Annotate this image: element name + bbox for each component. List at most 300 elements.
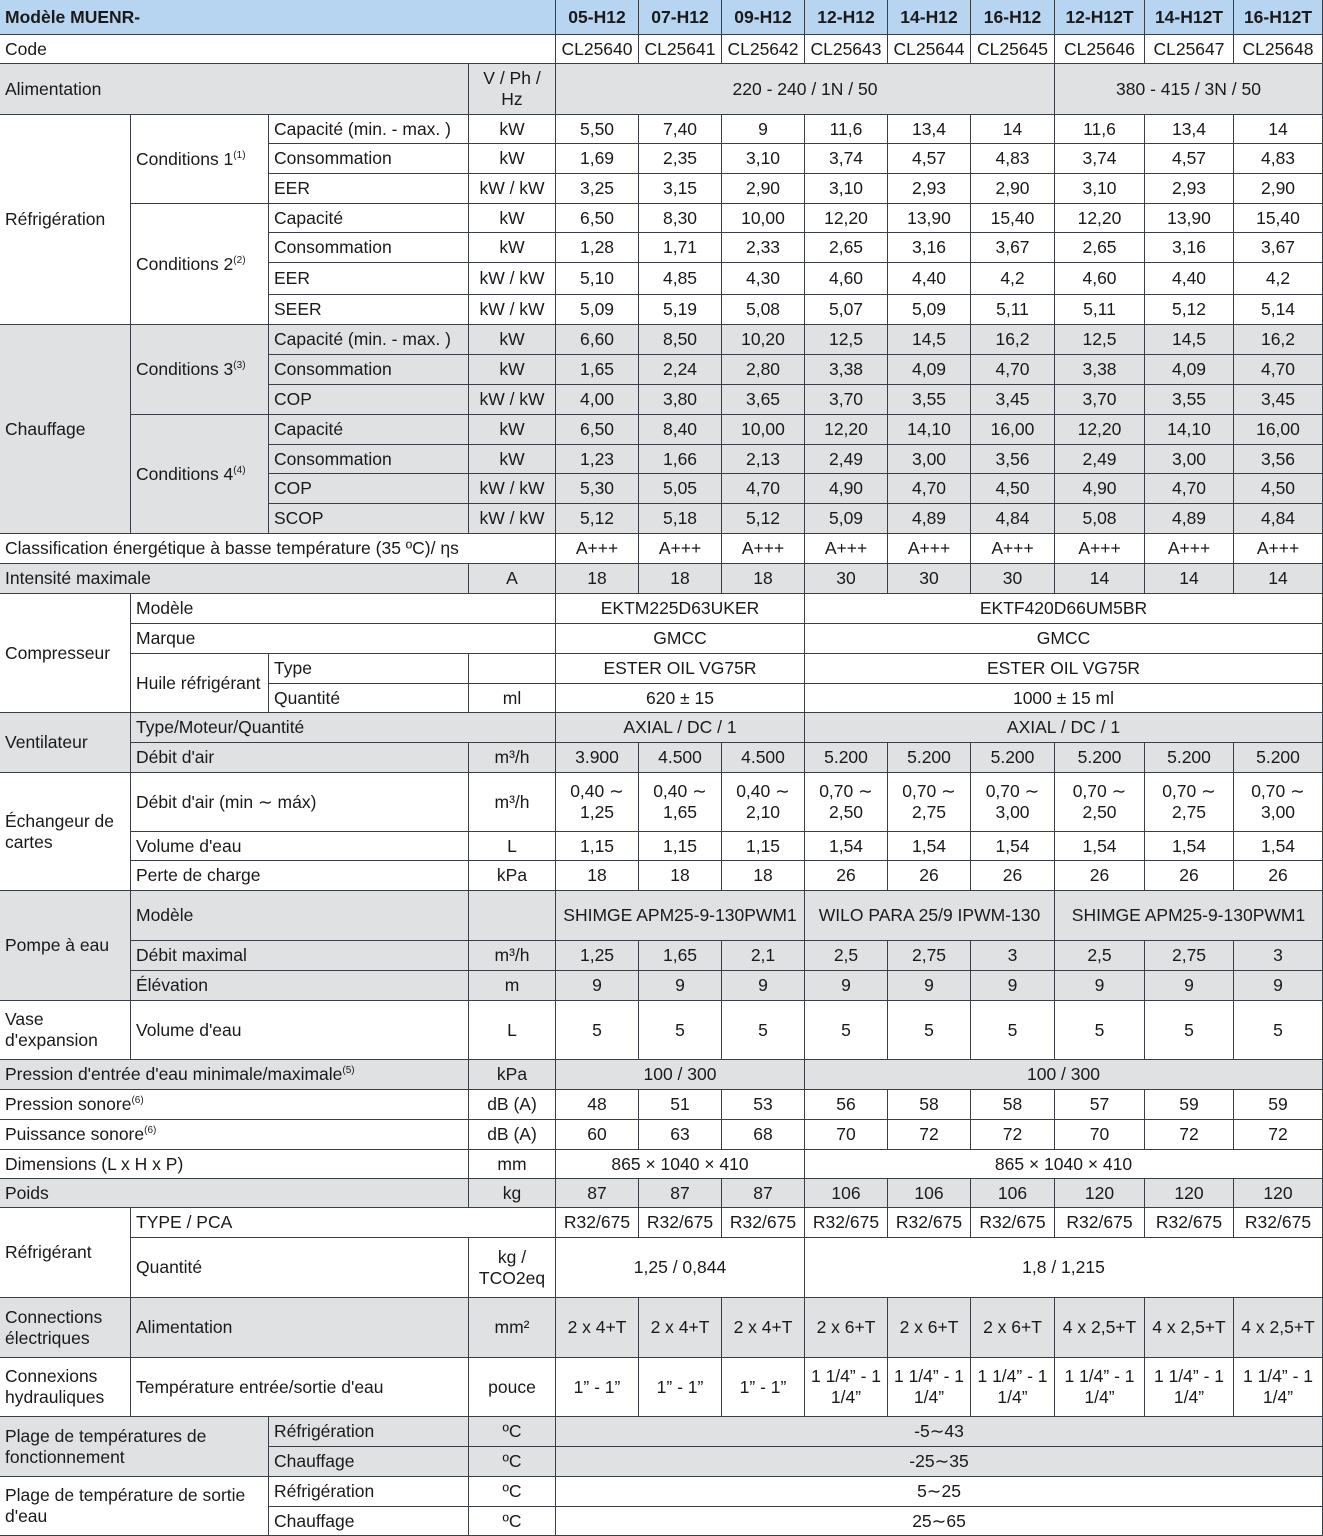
param-label-text: Volume d'eau	[136, 835, 242, 856]
value-cell-text: A+++	[1078, 538, 1121, 559]
value-cell	[556, 684, 805, 713]
value-cell	[971, 1001, 1055, 1060]
value-cell	[971, 115, 1055, 144]
group-label-text: Connexions hydrauliques	[5, 1366, 105, 1407]
value-cell	[1055, 115, 1145, 144]
value-cell	[1234, 355, 1323, 385]
model-column-header	[805, 0, 888, 35]
value-cell	[556, 1150, 805, 1179]
value-cell	[1055, 534, 1145, 564]
value-cell-text: 13,90	[1167, 207, 1211, 228]
unit-cell-text: mm²	[494, 1317, 530, 1338]
value-cell-text: 120	[1084, 1182, 1115, 1203]
param-label	[269, 174, 469, 204]
group-label	[0, 891, 131, 1001]
value-cell-text: 2,24	[662, 359, 698, 380]
value-cell	[722, 115, 805, 144]
value-cell-text: 5,07	[828, 299, 864, 320]
footnote-marker: (1)	[233, 149, 246, 161]
value-cell-text: 5,09	[828, 508, 864, 529]
value-cell	[1055, 263, 1145, 295]
value-cell	[805, 1001, 888, 1060]
value-cell	[1145, 861, 1234, 891]
model-column-header-text: 12-H12	[817, 6, 875, 27]
param-label	[269, 474, 469, 504]
value-cell	[556, 891, 805, 941]
value-cell-text: 380 - 415 / 3N / 50	[1116, 78, 1261, 99]
unit-cell	[469, 325, 556, 355]
value-cell-text: 3.900	[575, 747, 619, 768]
value-cell-text: 58	[1002, 1094, 1023, 1115]
value-cell	[556, 1417, 1323, 1447]
value-cell-text: 1 1/4” - 1 1/4”	[1242, 1366, 1314, 1407]
value-cell-text: 5	[924, 1019, 934, 1040]
value-cell-text: 0,40 ∼ 1,25	[570, 781, 624, 822]
value-cell-text: 1,25 / 0,844	[633, 1257, 727, 1278]
value-cell	[1145, 295, 1234, 325]
value-cell-text: 5,12	[745, 508, 781, 529]
param-label-text: Réfrigération	[274, 1481, 375, 1502]
value-cell	[556, 504, 639, 534]
value-cell	[556, 295, 639, 325]
param-label	[269, 144, 469, 174]
value-cell	[722, 773, 805, 832]
param-label-text: Consommation	[274, 237, 392, 258]
value-cell-text: 4,57	[1171, 148, 1207, 169]
value-cell	[805, 743, 888, 773]
value-cell	[888, 474, 971, 504]
value-cell	[1145, 415, 1234, 445]
param-label	[269, 1507, 469, 1536]
param-label-text: Débit d'air (min ∼ máx)	[136, 791, 317, 812]
unit-cell-text: mm	[497, 1153, 527, 1174]
value-cell-text: 72	[1268, 1124, 1288, 1145]
group-label-text: Réfrigérant	[5, 1242, 92, 1263]
footnote-marker: (6)	[144, 1125, 157, 1137]
value-cell-text: 5	[1184, 1019, 1194, 1040]
unit-cell	[469, 204, 556, 233]
value-cell-text: 2 x 4+T	[567, 1317, 627, 1338]
value-cell	[556, 1447, 1323, 1477]
code-cell-text: CL25644	[893, 38, 965, 59]
code-cell-text: CL25648	[1242, 38, 1314, 59]
value-cell-text: 3,74	[1082, 148, 1117, 169]
param-label-text: EER	[274, 178, 310, 199]
unit-cell-text: dB (A)	[487, 1094, 537, 1115]
unit-cell	[469, 684, 556, 713]
value-cell-text: 3,67	[995, 237, 1030, 258]
value-cell	[556, 654, 805, 684]
value-cell	[1234, 325, 1323, 355]
value-cell-text: R32/675	[646, 1212, 714, 1233]
value-cell	[971, 144, 1055, 174]
value-cell-text: 3,55	[1171, 389, 1207, 410]
unit-cell-text: kW	[499, 118, 525, 139]
value-cell	[888, 861, 971, 891]
unit-cell	[469, 445, 556, 474]
value-cell-text: 1,54	[995, 835, 1030, 856]
unit-cell	[469, 773, 556, 832]
value-cell-text: 3,65	[745, 389, 781, 410]
value-cell-text: 14,10	[1167, 419, 1211, 440]
value-cell-text: 26	[919, 865, 939, 886]
value-cell	[722, 941, 805, 971]
value-cell-text: 5,08	[745, 299, 781, 320]
param-label-text: Capacité	[274, 419, 344, 440]
value-cell-text: 18	[753, 568, 773, 589]
value-cell-text: 8,50	[662, 329, 698, 350]
value-cell-text: 3,70	[1082, 389, 1117, 410]
value-cell	[556, 1298, 639, 1358]
value-cell	[722, 415, 805, 445]
value-cell-text: 72	[1002, 1124, 1023, 1145]
value-cell-text: 4,09	[1171, 359, 1207, 380]
value-cell-text: 12,20	[1077, 419, 1122, 440]
value-cell-text: 6,50	[579, 207, 615, 228]
value-cell	[722, 1358, 805, 1417]
value-cell-text: 30	[919, 568, 939, 589]
value-cell	[1055, 861, 1145, 891]
value-cell-text: 4,85	[662, 268, 698, 289]
value-cell	[722, 474, 805, 504]
value-cell	[1145, 743, 1234, 773]
value-cell	[971, 861, 1055, 891]
value-cell	[805, 534, 888, 564]
value-cell	[805, 594, 1323, 624]
group-label-text: Réfrigération	[5, 209, 106, 230]
value-cell	[1055, 1208, 1145, 1238]
value-cell-text: 9	[1273, 975, 1283, 996]
group-label-text: Échangeur de cartes	[5, 810, 114, 852]
value-cell-text: 3,15	[662, 178, 698, 199]
model-column-header	[1234, 0, 1323, 35]
param-label-text: Modèle	[136, 598, 194, 619]
value-cell	[1234, 832, 1323, 861]
code-cell-text: CL25645	[976, 38, 1049, 59]
value-cell-text: 5	[675, 1019, 685, 1040]
group-label	[0, 115, 131, 325]
value-cell-text: -5∼43	[914, 1421, 964, 1442]
value-cell-text: 3,00	[911, 448, 947, 469]
param-label-text: Volume d'eau	[136, 1019, 242, 1040]
value-cell	[1055, 891, 1323, 941]
value-cell-text: 1 1/4” - 1 1/4”	[977, 1366, 1048, 1407]
value-cell	[722, 233, 805, 263]
value-cell-text: 3,45	[1260, 389, 1296, 410]
row-label	[0, 564, 469, 594]
value-cell-text: 4,90	[828, 478, 864, 499]
code-cell-text: CL25642	[727, 38, 799, 59]
value-cell	[805, 1150, 1323, 1179]
unit-cell-text: kW / kW	[479, 299, 545, 320]
value-cell	[722, 1298, 805, 1358]
value-cell	[1234, 971, 1323, 1001]
value-cell-text: 14	[1268, 568, 1288, 589]
param-label	[269, 263, 469, 295]
param-label	[269, 654, 469, 684]
param-label	[131, 941, 469, 971]
value-cell	[971, 325, 1055, 355]
value-cell-text: 1,15	[579, 835, 615, 856]
value-cell	[722, 1208, 805, 1238]
value-cell	[805, 144, 888, 174]
group-label-text: Compresseur	[5, 642, 111, 663]
value-cell	[971, 355, 1055, 385]
value-cell-text: 16,2	[995, 329, 1030, 350]
value-cell-text: 3,56	[1260, 448, 1296, 469]
value-cell	[805, 504, 888, 534]
value-cell-text: 14	[1268, 118, 1288, 139]
value-cell-text: 9	[592, 975, 602, 996]
value-cell-text: 1,15	[662, 835, 698, 856]
value-cell-text: 14	[1179, 568, 1199, 589]
code-cell	[971, 35, 1055, 64]
value-cell	[888, 534, 971, 564]
value-cell-text: 30	[1002, 568, 1023, 589]
value-cell-text: 1,54	[911, 835, 947, 856]
param-label-text: EER	[274, 268, 310, 289]
value-cell-text: WILO PARA 25/9 IPWM-130	[818, 905, 1041, 926]
value-cell-text: 4 x 2,5+T	[1241, 1317, 1315, 1338]
value-cell-text: 59	[1268, 1094, 1288, 1115]
value-cell-text: 5∼25	[917, 1481, 961, 1502]
value-cell	[805, 115, 888, 144]
value-cell-text: 106	[997, 1182, 1028, 1203]
value-cell	[556, 144, 639, 174]
unit-cell-text: kW	[499, 237, 525, 258]
group-label	[0, 1001, 131, 1060]
value-cell-text: 1,8 / 1,215	[1022, 1257, 1105, 1278]
value-cell-text: 4,40	[1171, 268, 1207, 289]
value-cell-text: 9	[1184, 975, 1194, 996]
value-cell-text: 5	[1273, 1019, 1283, 1040]
value-cell	[805, 385, 888, 415]
value-cell	[556, 624, 805, 654]
value-cell	[805, 1179, 888, 1208]
param-label	[131, 971, 469, 1001]
value-cell-text: 14	[1089, 568, 1110, 589]
model-column-header-text: 07-H12	[651, 6, 709, 27]
unit-cell-text: kW	[499, 448, 525, 469]
unit-cell	[469, 1447, 556, 1477]
value-cell	[556, 1208, 639, 1238]
value-cell-text: 51	[670, 1094, 690, 1115]
value-cell	[805, 832, 888, 861]
value-cell	[722, 174, 805, 204]
value-cell	[1145, 144, 1234, 174]
value-cell	[805, 204, 888, 233]
value-cell	[888, 355, 971, 385]
value-cell	[1234, 144, 1323, 174]
value-cell-text: 2,90	[745, 178, 781, 199]
value-cell-text: 4,60	[828, 268, 864, 289]
value-cell	[1145, 174, 1234, 204]
param-label	[131, 1001, 469, 1060]
value-cell	[1055, 233, 1145, 263]
value-cell	[1055, 204, 1145, 233]
param-label	[269, 355, 469, 385]
value-cell-text: SHIMGE APM25-9-130PWM1	[563, 905, 797, 926]
value-cell-text: 10,00	[741, 207, 785, 228]
unit-cell-text: kW / kW	[479, 268, 545, 289]
value-cell-text: 1,54	[1082, 835, 1117, 856]
unit-cell	[469, 263, 556, 295]
param-label-text: COP	[274, 389, 312, 410]
value-cell-text: 0,70 ∼ 2,50	[819, 781, 873, 822]
value-cell	[722, 832, 805, 861]
unit-cell-text: m³/h	[494, 791, 530, 812]
param-label-text: Débit maximal	[136, 945, 247, 966]
param-label	[131, 832, 469, 861]
value-cell-text: 10,00	[741, 419, 785, 440]
param-label	[269, 295, 469, 325]
unit-cell	[469, 1417, 556, 1447]
code-cell	[1055, 35, 1145, 64]
value-cell-text: 1 1/4” - 1 1/4”	[1064, 1366, 1135, 1407]
value-cell	[556, 204, 639, 233]
value-cell-text: 2,90	[1260, 178, 1296, 199]
value-cell-text: A+++	[658, 538, 702, 559]
value-cell-text: 15,40	[1256, 207, 1300, 228]
value-cell	[556, 1090, 639, 1120]
unit-cell	[469, 1507, 556, 1536]
value-cell	[556, 564, 639, 594]
value-cell-text: 0,70 ∼ 3,00	[1251, 781, 1305, 822]
value-cell-text: 1,69	[579, 148, 615, 169]
value-cell	[971, 1179, 1055, 1208]
unit-cell	[469, 941, 556, 971]
value-cell-text: 9	[841, 975, 851, 996]
group-label-text: Chauffage	[5, 418, 86, 439]
value-cell	[888, 1120, 971, 1150]
model-column-header-text: 14-H12	[900, 6, 958, 27]
value-cell-text: 2 x 4+T	[650, 1317, 710, 1338]
unit-cell	[469, 1298, 556, 1358]
value-cell	[639, 115, 722, 144]
value-cell-text: 16,2	[1260, 329, 1296, 350]
model-column-header	[722, 0, 805, 35]
model-header-text: Modèle MUENR-	[5, 6, 141, 27]
value-cell	[805, 654, 1323, 684]
value-cell	[1145, 1120, 1234, 1150]
row-label	[0, 1090, 469, 1120]
value-cell	[556, 1477, 1323, 1507]
value-cell-text: 5,11	[1083, 299, 1116, 320]
value-cell-text: 1,15	[745, 835, 781, 856]
value-cell-text: R32/675	[812, 1212, 880, 1233]
value-cell-text: 1,65	[662, 945, 698, 966]
param-label	[269, 233, 469, 263]
group-label	[0, 1208, 131, 1298]
value-cell	[1055, 971, 1145, 1001]
unit-cell	[469, 115, 556, 144]
value-cell	[556, 1507, 1323, 1536]
value-cell	[888, 233, 971, 263]
param-label-text: Type/Moteur/Quantité	[136, 717, 305, 738]
value-cell-text: 70	[1089, 1124, 1110, 1145]
value-cell	[722, 1001, 805, 1060]
value-cell-text: 8,30	[662, 207, 698, 228]
param-label-text: TYPE / PCA	[136, 1212, 233, 1233]
unit-cell	[469, 1358, 556, 1417]
value-cell	[556, 1001, 639, 1060]
unit-cell-text: ºC	[502, 1451, 522, 1472]
value-cell	[805, 1298, 888, 1358]
value-cell	[1145, 504, 1234, 534]
value-cell	[556, 263, 639, 295]
value-cell	[1055, 64, 1323, 115]
value-cell	[639, 415, 722, 445]
value-cell-text: 26	[1179, 865, 1199, 886]
value-cell-text: 4,70	[1260, 359, 1296, 380]
value-cell	[805, 564, 888, 594]
value-cell-text: 5.200	[990, 747, 1035, 768]
value-cell	[888, 504, 971, 534]
value-cell-text: R32/675	[1155, 1212, 1223, 1233]
param-label-text: Consommation	[274, 359, 392, 380]
value-cell	[971, 295, 1055, 325]
model-column-header	[888, 0, 971, 35]
value-cell-text: GMCC	[1036, 628, 1091, 649]
unit-cell	[469, 144, 556, 174]
value-cell	[556, 1358, 639, 1417]
value-cell	[888, 263, 971, 295]
unit-cell-text: kW / kW	[479, 508, 545, 529]
value-cell-text: 58	[919, 1094, 939, 1115]
value-cell-text: 56	[836, 1094, 856, 1115]
value-cell	[556, 743, 639, 773]
value-cell	[639, 263, 722, 295]
param-label-text: Chauffage	[274, 1510, 355, 1531]
value-cell-text: 3,56	[995, 448, 1030, 469]
value-cell-text: 4 x 2,5+T	[1152, 1317, 1226, 1338]
value-cell-text: A+++	[1256, 538, 1300, 559]
unit-cell	[469, 743, 556, 773]
value-cell	[1055, 1090, 1145, 1120]
param-label	[269, 1477, 469, 1507]
value-cell-text: 5	[1007, 1019, 1018, 1040]
code-cell	[1234, 35, 1323, 64]
value-cell	[1145, 1001, 1234, 1060]
unit-cell-text: V / Ph / Hz	[483, 68, 541, 109]
value-cell	[722, 564, 805, 594]
value-cell-text: 1,54	[1171, 835, 1207, 856]
value-cell-text: 1000 ± 15 ml	[1012, 687, 1115, 708]
value-cell-text: AXIAL / DC / 1	[623, 717, 737, 738]
value-cell-text: 1,54	[828, 835, 864, 856]
value-cell-text: 5	[592, 1019, 602, 1040]
value-cell	[1145, 971, 1234, 1001]
value-cell-text: 5.200	[1256, 747, 1300, 768]
value-cell-text: EKTM225D63UKER	[600, 598, 760, 619]
value-cell-text: 2,5	[1087, 945, 1112, 966]
unit-cell	[469, 1120, 556, 1150]
value-cell-text: 9	[758, 975, 768, 996]
value-cell	[1234, 1120, 1323, 1150]
group-label-text: Ventilateur	[5, 732, 88, 753]
value-cell	[722, 861, 805, 891]
value-cell-text: 1,23	[579, 448, 615, 469]
value-cell-text: 2,75	[1171, 945, 1207, 966]
value-cell-text: 14,10	[907, 419, 951, 440]
value-cell-text: 18	[753, 865, 773, 886]
value-cell-text: 3,67	[1260, 237, 1296, 258]
value-cell-text: 0,70 ∼ 2,75	[902, 781, 956, 822]
param-label-text: Débit d'air	[136, 747, 215, 768]
value-cell	[971, 832, 1055, 861]
value-cell-text: 68	[753, 1124, 773, 1145]
value-cell	[556, 325, 639, 355]
